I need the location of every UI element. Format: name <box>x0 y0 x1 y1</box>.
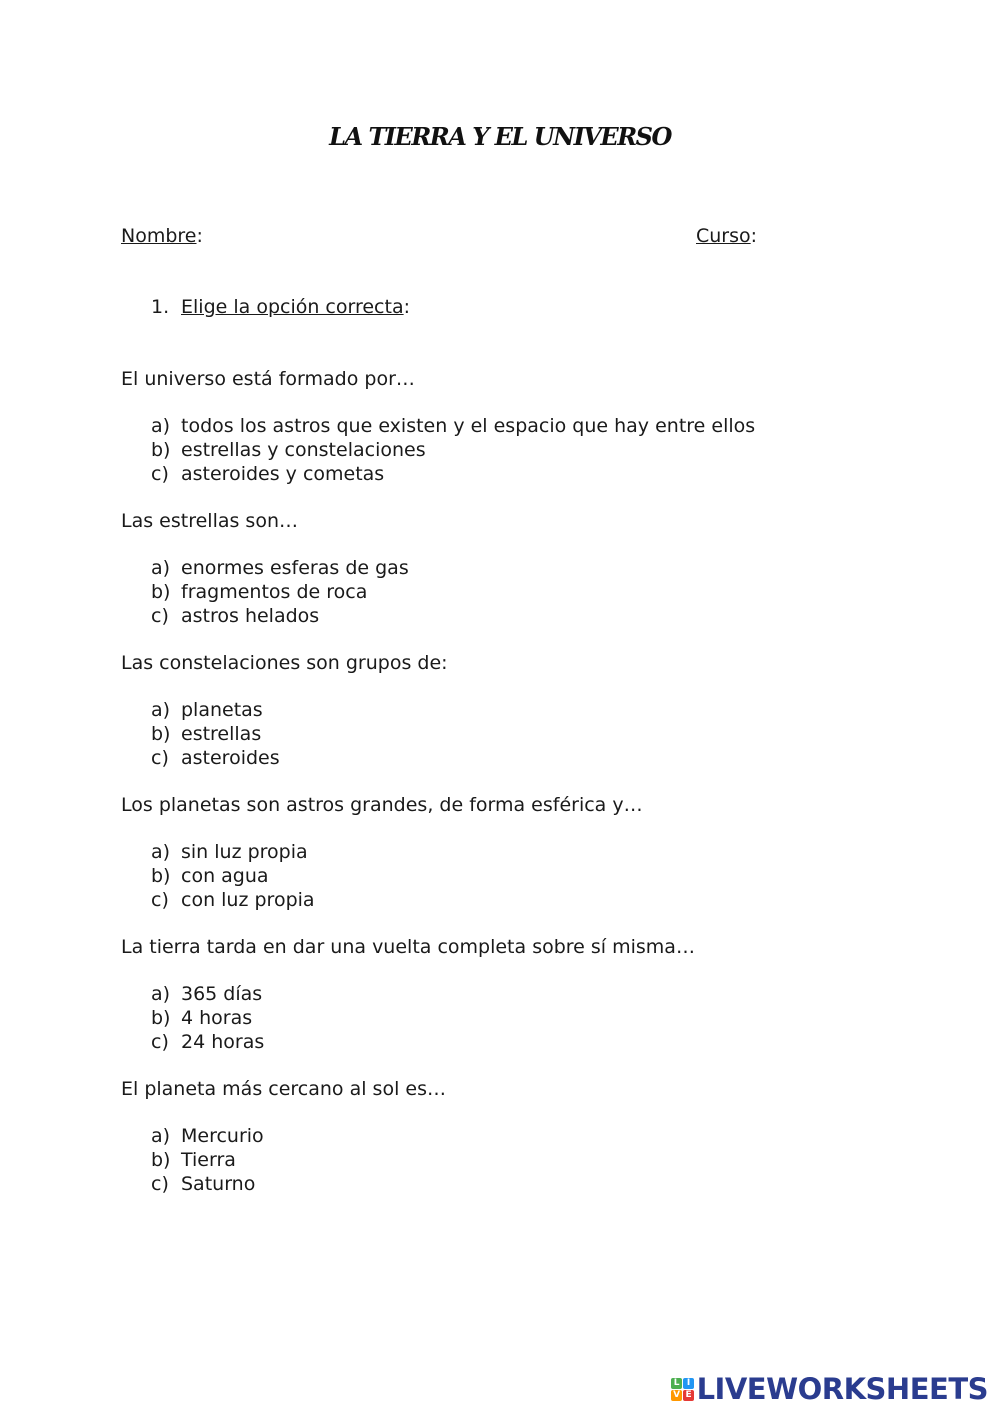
name-colon: : <box>196 225 203 247</box>
option-letter: c) <box>151 463 169 485</box>
logo-letter: I <box>683 1378 694 1389</box>
option-letter: b) <box>151 581 171 603</box>
question-prompt: El universo está formado por… <box>121 368 415 390</box>
worksheet-title: LA TIERRA Y EL UNIVERSO <box>329 122 671 151</box>
question-prompt: Las estrellas son… <box>121 510 298 532</box>
answer-option[interactable] <box>151 557 409 579</box>
answer-option[interactable] <box>151 415 755 437</box>
option-text: sin luz propia <box>181 841 308 863</box>
option-letter: c) <box>151 605 169 627</box>
logo-letter: L <box>671 1378 682 1389</box>
question-prompt: Las constelaciones son grupos de: <box>121 652 448 674</box>
answer-option[interactable] <box>151 865 269 887</box>
answer-option[interactable] <box>151 581 367 603</box>
course-colon: : <box>750 225 758 247</box>
answer-option[interactable] <box>151 1125 264 1147</box>
option-text: Tierra <box>181 1149 236 1171</box>
logo-letter: E <box>683 1390 694 1401</box>
logo-letter: V <box>671 1390 682 1401</box>
option-letter: a) <box>151 983 171 1005</box>
option-letter: b) <box>151 1149 171 1171</box>
answer-option[interactable] <box>151 605 319 627</box>
answer-option[interactable] <box>151 1149 236 1171</box>
option-text: fragmentos de roca <box>181 581 368 603</box>
liveworksheets-logo-icon <box>671 1377 695 1401</box>
question-prompt: La tierra tarda en dar una vuelta completa sobre sí misma… <box>121 936 695 958</box>
option-letter: a) <box>151 699 171 721</box>
option-letter: b) <box>151 723 171 745</box>
option-text: 365 días <box>181 983 263 1005</box>
option-text: Saturno <box>181 1173 256 1195</box>
question-prompt: Los planetas son astros grandes, de forma esférica y… <box>121 794 643 816</box>
option-letter: a) <box>151 557 171 579</box>
option-text: Mercurio <box>181 1125 264 1147</box>
question-prompt: El planeta más cercano al sol es… <box>121 1078 446 1100</box>
answer-option[interactable] <box>151 1031 264 1053</box>
option-letter: c) <box>151 889 169 911</box>
option-letter: a) <box>151 841 171 863</box>
option-text: estrellas y constelaciones <box>181 439 426 461</box>
answer-option[interactable] <box>151 439 426 461</box>
course-label: Curso <box>696 225 751 247</box>
option-text: planetas <box>181 699 263 721</box>
option-text: asteroides y cometas <box>181 463 385 485</box>
option-text: 24 horas <box>181 1031 265 1053</box>
option-text: con luz propia <box>181 889 315 911</box>
answer-option[interactable] <box>151 841 308 863</box>
option-text: todos los astros que existen y el espacio que hay entre ellos <box>181 415 756 437</box>
option-text: 4 horas <box>181 1007 253 1029</box>
option-text: enormes esferas de gas <box>181 557 409 579</box>
brand-text: LIVEWORKSHEETS <box>696 1372 988 1406</box>
option-text: astros helados <box>181 605 320 627</box>
option-text: estrellas <box>181 723 262 745</box>
answer-option[interactable] <box>151 1173 255 1195</box>
option-text: asteroides <box>181 747 280 769</box>
instruction <box>151 296 410 318</box>
name-label: Nombre <box>121 225 197 247</box>
answer-option[interactable] <box>151 889 315 911</box>
name-field <box>121 225 203 247</box>
option-letter: c) <box>151 1173 169 1195</box>
option-letter: b) <box>151 865 171 887</box>
option-letter: c) <box>151 1031 169 1053</box>
option-letter: a) <box>151 415 171 437</box>
answer-option[interactable] <box>151 699 263 721</box>
answer-option[interactable] <box>151 747 280 769</box>
option-letter: a) <box>151 1125 171 1147</box>
instruction-number: 1. <box>151 296 170 318</box>
instruction-text: Elige la opción correcta <box>181 296 404 318</box>
option-text: con agua <box>181 865 269 887</box>
liveworksheets-brand[interactable] <box>671 1374 988 1404</box>
option-letter: c) <box>151 747 169 769</box>
answer-option[interactable] <box>151 723 261 745</box>
answer-option[interactable] <box>151 983 262 1005</box>
option-letter: b) <box>151 439 171 461</box>
option-letter: b) <box>151 1007 171 1029</box>
answer-option[interactable] <box>151 1007 252 1029</box>
answer-option[interactable] <box>151 463 384 485</box>
instruction-colon: : <box>403 296 411 318</box>
course-field <box>696 225 757 247</box>
